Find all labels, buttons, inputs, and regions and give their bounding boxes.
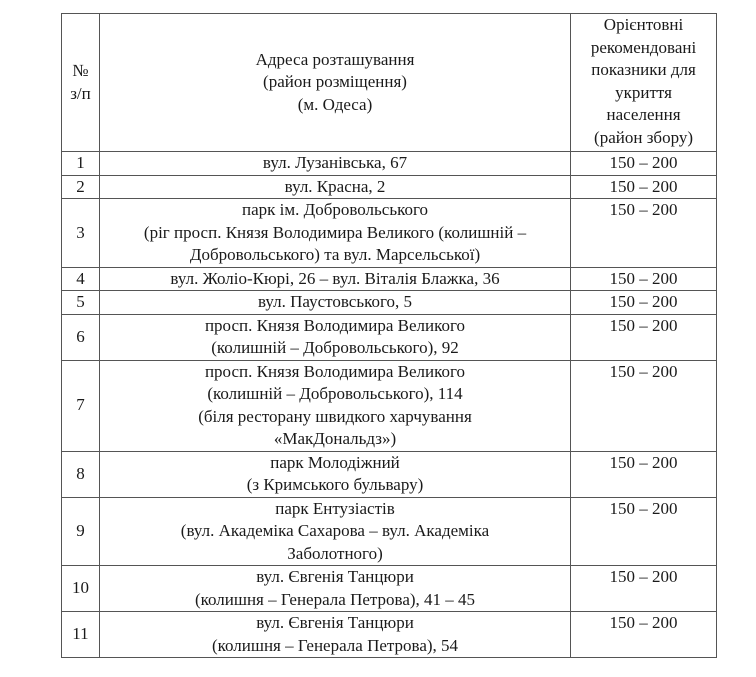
row-address xyxy=(99,152,570,176)
table-row xyxy=(62,152,717,176)
address-line: «МакДональдз») xyxy=(273,429,397,448)
header-capacity-line: населення xyxy=(606,105,681,124)
address-line: вул. Красна, 2 xyxy=(284,176,386,196)
address-line: (з Кримського бульвару) xyxy=(246,475,424,494)
address-line: парк Молодіжний xyxy=(270,452,400,472)
address-line: просп. Князя Володимира Великого xyxy=(204,315,466,335)
table-row xyxy=(62,451,717,497)
row-number: 4 xyxy=(62,267,100,291)
address-line: вул. Євгенія Танцюри xyxy=(256,567,414,586)
table-row xyxy=(62,314,717,360)
row-number: 2 xyxy=(62,175,100,199)
address-line: (вул. Академіка Сахарова – вул. Академіка xyxy=(180,521,490,540)
row-number: 6 xyxy=(62,314,100,360)
address-line: (колишня – Генерала Петрова), 41 – 45 xyxy=(194,589,476,609)
header-number xyxy=(62,14,100,152)
header-number-line: № xyxy=(72,61,89,80)
shelter-table xyxy=(61,13,717,658)
table-row xyxy=(62,497,717,566)
address-line: вул. Євгенія Танцюри xyxy=(256,613,414,632)
header-capacity-line: Орієнтовні xyxy=(603,15,684,34)
row-capacity: 150 – 200 xyxy=(571,451,717,497)
row-capacity: 150 – 200 xyxy=(571,175,717,199)
table-row xyxy=(62,360,717,451)
row-address xyxy=(99,566,570,612)
address-line: (колишній – Добровольського), 114 xyxy=(207,384,463,403)
row-number: 9 xyxy=(62,497,100,566)
header-capacity-line: показники для xyxy=(591,60,696,79)
row-address xyxy=(99,199,570,268)
header-capacity xyxy=(571,14,717,152)
header-number-line: з/п xyxy=(70,83,91,103)
row-address xyxy=(99,360,570,451)
table-row xyxy=(62,612,717,658)
address-line: (колишня – Генерала Петрова), 54 xyxy=(211,635,459,655)
address-line: просп. Князя Володимира Великого xyxy=(204,361,466,381)
row-number: 7 xyxy=(62,360,100,451)
row-number: 11 xyxy=(62,612,100,658)
address-line: (ріг просп. Князя Володимира Великого (колишній – xyxy=(143,222,527,242)
table-header-row xyxy=(62,14,717,152)
row-address xyxy=(99,291,570,315)
row-number: 8 xyxy=(62,451,100,497)
address-line: парк Ентузіастів xyxy=(275,498,395,518)
table-row xyxy=(62,267,717,291)
row-number: 5 xyxy=(62,291,100,315)
row-number: 3 xyxy=(62,199,100,268)
row-capacity: 150 – 200 xyxy=(571,566,717,612)
row-address xyxy=(99,612,570,658)
header-capacity-line: (район збору) xyxy=(594,127,694,147)
header-capacity-line: укриття xyxy=(615,82,672,102)
header-address-line: Адреса розташування xyxy=(255,49,415,69)
table-row xyxy=(62,199,717,268)
address-line: Заболотного) xyxy=(287,543,383,563)
row-address xyxy=(99,497,570,566)
table-body xyxy=(62,152,717,658)
address-line: (біля ресторану швидкого харчування xyxy=(198,406,472,426)
row-address xyxy=(99,451,570,497)
row-address xyxy=(99,314,570,360)
row-capacity: 150 – 200 xyxy=(571,497,717,566)
table-row xyxy=(62,175,717,199)
row-capacity: 150 – 200 xyxy=(571,314,717,360)
row-capacity: 150 – 200 xyxy=(571,267,717,291)
row-capacity: 150 – 200 xyxy=(571,152,717,176)
row-capacity: 150 – 200 xyxy=(571,360,717,451)
row-capacity: 150 – 200 xyxy=(571,199,717,268)
row-number: 1 xyxy=(62,152,100,176)
row-number: 10 xyxy=(62,566,100,612)
address-line: вул. Лузанівська, 67 xyxy=(262,153,408,172)
header-address-line: (район розміщення) xyxy=(263,72,407,92)
table-row xyxy=(62,566,717,612)
row-address xyxy=(99,267,570,291)
header-address xyxy=(99,14,570,152)
table-row xyxy=(62,291,717,315)
address-line: Добровольського) та вул. Марсельської) xyxy=(189,245,481,264)
address-line: вул. Паустовського, 5 xyxy=(257,292,413,311)
row-address xyxy=(99,175,570,199)
row-capacity: 150 – 200 xyxy=(571,612,717,658)
header-address-line: (м. Одеса) xyxy=(297,94,373,114)
address-line: парк ім. Добровольського xyxy=(241,200,429,219)
row-capacity: 150 – 200 xyxy=(571,291,717,315)
header-capacity-line: рекомендовані xyxy=(590,37,697,57)
address-line: (колишній – Добровольського), 92 xyxy=(211,338,459,357)
address-line: вул. Жоліо-Кюрі, 26 – вул. Віталія Блажка, 36 xyxy=(170,268,500,288)
